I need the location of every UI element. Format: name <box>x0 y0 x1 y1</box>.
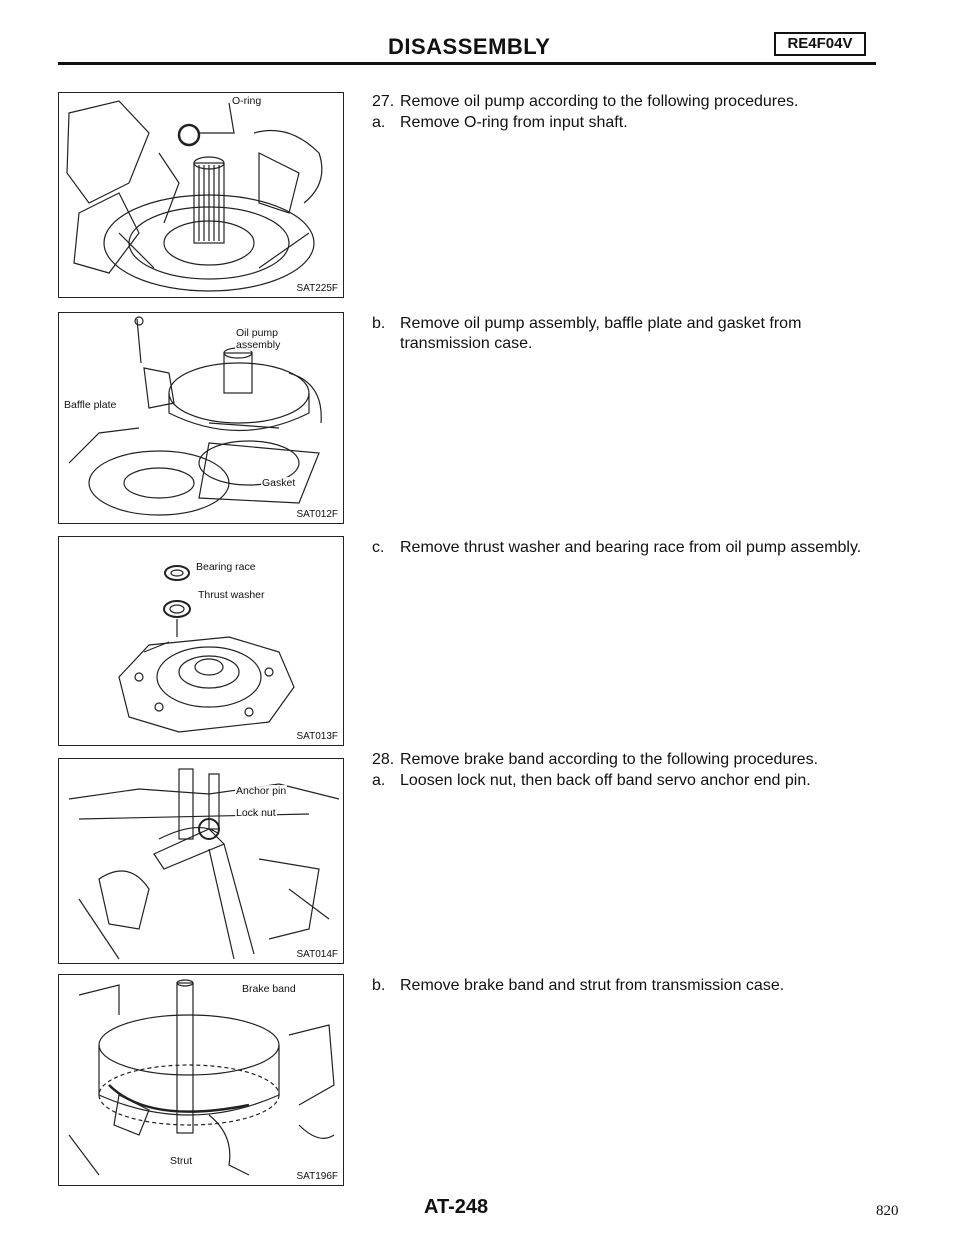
model-code-badge: RE4F04V <box>774 32 866 56</box>
step-text: Remove brake band according to the following procedures. <box>400 751 819 768</box>
figure-code: SAT225F <box>296 283 338 294</box>
step-text: Remove thrust washer and bearing race from oil pump assembly. <box>400 539 862 556</box>
step-marker: a. <box>372 114 386 131</box>
step-text: Loosen lock nut, then back off band servo anchor end pin. <box>400 772 811 789</box>
brake-band-illustration <box>59 975 344 1186</box>
header-rule <box>58 62 876 65</box>
step-28b <box>372 976 872 996</box>
step-marker: b. <box>372 977 386 994</box>
figure-label: Strut <box>170 1155 193 1167</box>
figure-label: Oil pump <box>236 327 279 339</box>
step-text: Remove brake band and strut from transmission case. <box>400 977 785 994</box>
figure-code: SAT012F <box>296 509 338 520</box>
step-28a <box>372 771 872 791</box>
step-text: Remove O-ring from input shaft. <box>400 114 628 131</box>
figure-brake-band-removal <box>58 974 344 1186</box>
step-27a <box>372 113 872 133</box>
figure-label: Brake band <box>242 983 296 995</box>
figure-label: O-ring <box>232 95 262 107</box>
figure-anchor-pin <box>58 758 344 964</box>
figure-code: SAT014F <box>296 949 338 960</box>
figure-code: SAT013F <box>296 731 338 742</box>
page-id: AT-248 <box>424 1196 489 1218</box>
step-27c <box>372 538 872 558</box>
figure-label: Lock nut <box>236 807 276 819</box>
page-number: 820 <box>876 1203 899 1219</box>
anchor-pin-illustration <box>59 759 344 964</box>
step-27b <box>372 314 872 354</box>
step-marker: c. <box>372 539 385 556</box>
page-title: DISASSEMBLY <box>388 34 551 59</box>
step-28 <box>372 750 872 770</box>
step-marker: b. <box>372 315 386 332</box>
figure-code: SAT196F <box>296 1171 338 1182</box>
oil-pump-illustration <box>59 313 344 524</box>
oring-illustration <box>59 93 344 298</box>
figure-oil-pump-removal <box>58 312 344 524</box>
step-27 <box>372 92 872 112</box>
figure-label: Baffle plate <box>64 399 117 411</box>
step-text: Remove oil pump according to the following procedures. <box>400 93 799 110</box>
figure-label: Thrust washer <box>198 589 265 601</box>
step-marker: 28. <box>372 751 395 768</box>
step-text: Remove oil pump assembly, baffle plate and gasket from transmission case. <box>400 315 802 352</box>
figure-label: Bearing race <box>196 561 256 573</box>
figure-label: Gasket <box>262 477 296 489</box>
figure-oring-removal <box>58 92 344 298</box>
figure-label: assembly <box>236 339 281 351</box>
step-marker: 27. <box>372 93 395 110</box>
figure-thrust-washer-removal <box>58 536 344 746</box>
figure-label: Anchor pin <box>236 785 287 797</box>
step-marker: a. <box>372 772 386 789</box>
